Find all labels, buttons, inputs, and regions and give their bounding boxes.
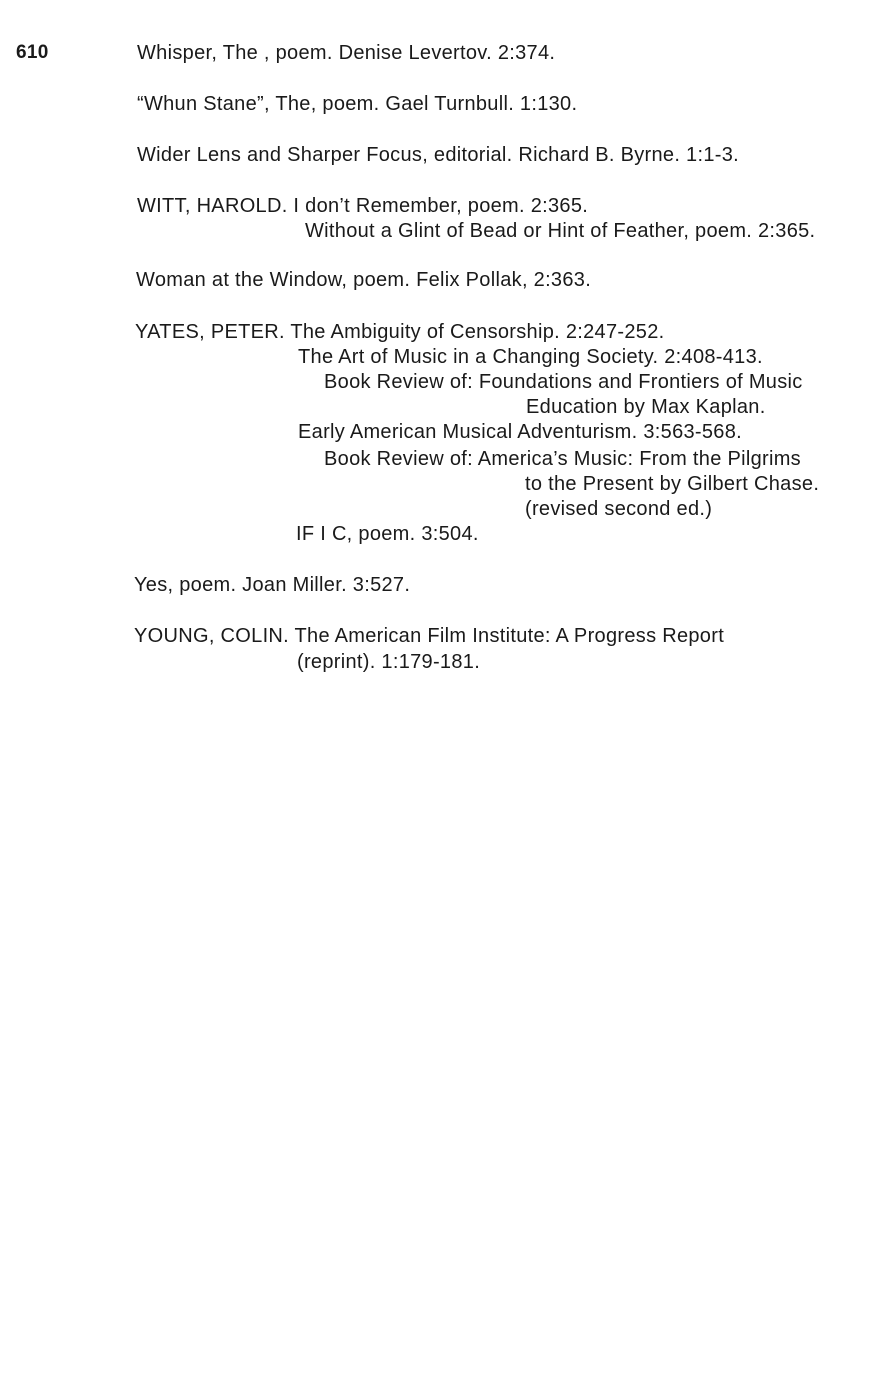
index-entry-young-line: YOUNG, COLIN. The American Film Institute: A Progress Report xyxy=(134,625,725,647)
index-entry-woman-window: Woman at the Window, poem. Felix Pollak, 2:363. xyxy=(136,269,592,291)
index-entry-yates-line: Education by Max Kaplan. xyxy=(526,396,766,418)
index-entry-yates-line: YATES, PETER. The Ambiguity of Censorship. 2:247-252. xyxy=(135,321,665,343)
index-entry-witt-line: WITT, HAROLD. I don’t Remember, poem. 2:365. xyxy=(137,195,589,217)
index-entry-young-line: (reprint). 1:179-181. xyxy=(297,651,481,673)
index-entry-witt-line: Without a Glint of Bead or Hint of Feather, poem. 2:365. xyxy=(305,220,816,242)
index-entry-wider-lens: Wider Lens and Sharper Focus, editorial. Richard B. Byrne. 1:1-3. xyxy=(137,144,739,166)
index-entry-yates-line: Book Review of: Foundations and Frontiers of Music xyxy=(324,371,803,393)
index-entry-yates-line: to the Present by Gilbert Chase. xyxy=(525,473,820,495)
index-entry-yes: Yes, poem. Joan Miller. 3:527. xyxy=(134,574,411,596)
index-entry-yates-line: Early American Musical Adventurism. 3:563-568. xyxy=(298,421,742,443)
index-entry-whun-stane: “Whun Stane”, The, poem. Gael Turnbull. 1:130. xyxy=(137,93,578,115)
index-entry-yates-line: (revised second ed.) xyxy=(525,498,713,520)
index-entry-yates-line: The Art of Music in a Changing Society. 2:408-413. xyxy=(298,346,763,368)
index-entry-yates-line: IF I C, poem. 3:504. xyxy=(296,523,479,545)
index-entry-whisper: Whisper, The , poem. Denise Levertov. 2:374. xyxy=(137,42,556,64)
page-number: 610 xyxy=(16,42,49,63)
index-entry-yates-line: Book Review of: America’s Music: From the Pilgrims xyxy=(324,448,801,470)
